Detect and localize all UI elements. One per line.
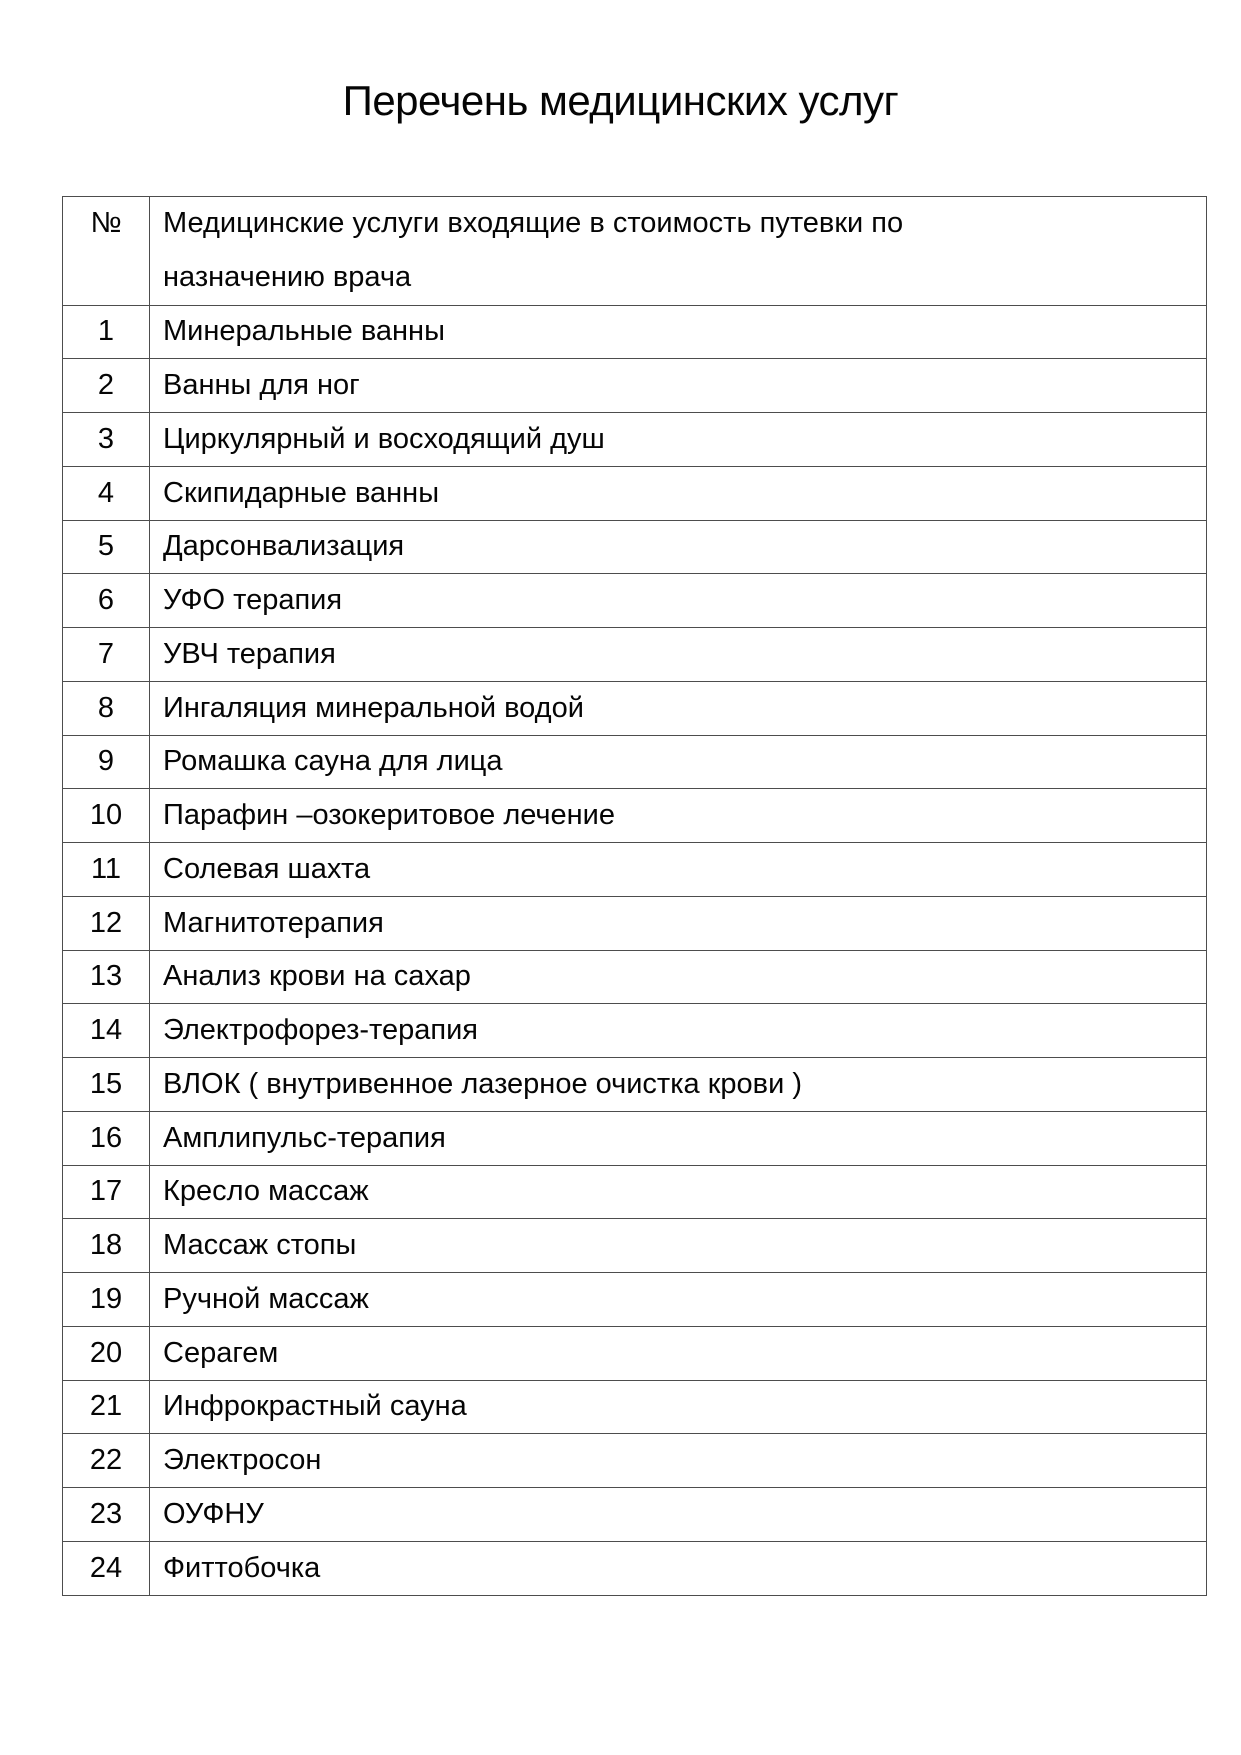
service-name-cell: Ромашка сауна для лица (150, 735, 1207, 789)
service-name-cell: УВЧ терапия (150, 628, 1207, 682)
header-service-label: Медицинские услуги входящие в стоимость путевки по назначению врача (163, 207, 904, 293)
service-name-cell: Массаж стопы (150, 1219, 1207, 1273)
row-number-cell: 23 (63, 1488, 150, 1542)
service-name-cell: Скипидарные ванны (150, 466, 1207, 520)
table-row (63, 1058, 1207, 1112)
service-name-cell: Электрофорез-терапия (150, 1004, 1207, 1058)
row-number-cell: 10 (63, 789, 150, 843)
table-row (63, 1326, 1207, 1380)
row-number-cell: 8 (63, 681, 150, 735)
service-name-cell: Солевая шахта (150, 843, 1207, 897)
table-row (63, 359, 1207, 413)
table-row (63, 843, 1207, 897)
table-row (63, 735, 1207, 789)
service-name-cell: Циркулярный и восходящий душ (150, 413, 1207, 467)
service-name-cell: Магнитотерапия (150, 896, 1207, 950)
service-name-cell: Ингаляция минеральной водой (150, 681, 1207, 735)
service-name-cell: Серагем (150, 1326, 1207, 1380)
row-number-cell: 7 (63, 628, 150, 682)
table-row (63, 574, 1207, 628)
table-row (63, 520, 1207, 574)
table-row (63, 1273, 1207, 1327)
row-number-cell: 9 (63, 735, 150, 789)
row-number-cell: 12 (63, 896, 150, 950)
service-name-cell: ВЛОК ( внутривенное лазерное очистка крови ) (150, 1058, 1207, 1112)
row-number-cell: 15 (63, 1058, 150, 1112)
table-row (63, 1004, 1207, 1058)
table-row (63, 1111, 1207, 1165)
row-number-cell: 18 (63, 1219, 150, 1273)
row-number-cell: 6 (63, 574, 150, 628)
row-number-cell: 19 (63, 1273, 150, 1327)
row-number-cell: 13 (63, 950, 150, 1004)
row-number-cell: 17 (63, 1165, 150, 1219)
row-number-cell: 5 (63, 520, 150, 574)
service-name-cell: Дарсонвализация (150, 520, 1207, 574)
table-row (63, 1488, 1207, 1542)
service-name-cell: Электросон (150, 1434, 1207, 1488)
row-number-cell: 21 (63, 1380, 150, 1434)
service-name-cell: Амплипульс-терапия (150, 1111, 1207, 1165)
row-number-cell: 11 (63, 843, 150, 897)
medical-services-table (62, 196, 1207, 1596)
service-name-cell: Ванны для ног (150, 359, 1207, 413)
row-number-cell: 1 (63, 305, 150, 359)
table-row (63, 1219, 1207, 1273)
table-row (63, 681, 1207, 735)
row-number-cell: 3 (63, 413, 150, 467)
service-name-cell: Фиттобочка (150, 1541, 1207, 1595)
table-row (63, 950, 1207, 1004)
table-row (63, 896, 1207, 950)
table-body (63, 305, 1207, 1595)
service-name-cell: ОУФНУ (150, 1488, 1207, 1542)
table-row (63, 628, 1207, 682)
page-title: Перечень медицинских услуг (342, 77, 899, 124)
row-number-cell: 2 (63, 359, 150, 413)
table-row (63, 1434, 1207, 1488)
row-number-cell: 14 (63, 1004, 150, 1058)
table-row (63, 1541, 1207, 1595)
service-name-cell: Ручной массаж (150, 1273, 1207, 1327)
row-number-cell: 4 (63, 466, 150, 520)
row-number-cell: 16 (63, 1111, 150, 1165)
table-row (63, 1165, 1207, 1219)
header-number-cell: № (63, 197, 150, 306)
service-name-cell: УФО терапия (150, 574, 1207, 628)
service-name-cell: Минеральные ванны (150, 305, 1207, 359)
table-row (63, 789, 1207, 843)
table-row (63, 1380, 1207, 1434)
table-row (63, 413, 1207, 467)
row-number-cell: 24 (63, 1541, 150, 1595)
row-number-cell: 22 (63, 1434, 150, 1488)
service-name-cell: Парафин –озокеритовое лечение (150, 789, 1207, 843)
service-name-cell: Инфрокрастный сауна (150, 1380, 1207, 1434)
service-name-cell: Кресло массаж (150, 1165, 1207, 1219)
header-service-cell (150, 197, 1207, 306)
service-name-cell: Анализ крови на сахар (150, 950, 1207, 1004)
table-row (63, 305, 1207, 359)
row-number-cell: 20 (63, 1326, 150, 1380)
table-row (63, 466, 1207, 520)
table-header-row (63, 197, 1207, 306)
